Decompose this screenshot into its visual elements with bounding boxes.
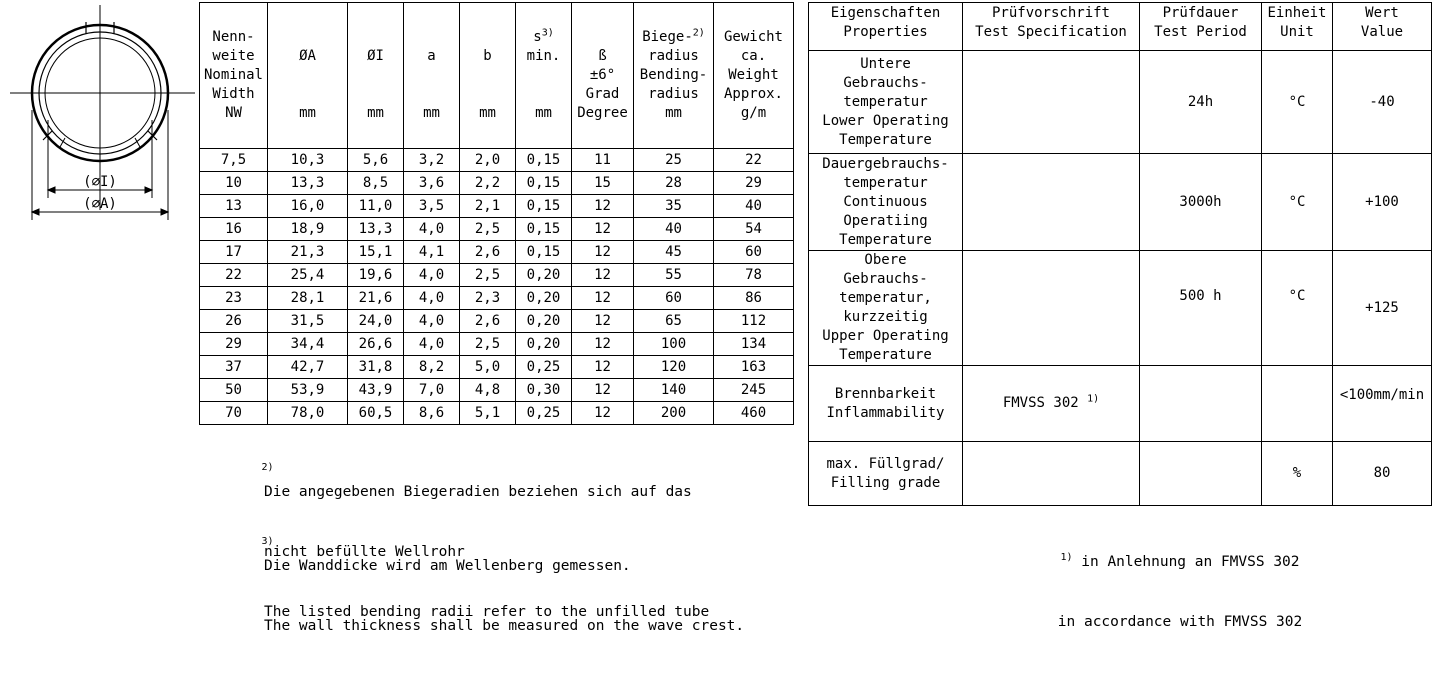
header-line: mm bbox=[367, 105, 384, 121]
table-cell: 28,1 bbox=[268, 287, 348, 310]
property-cell bbox=[809, 51, 963, 154]
header-line: Einheit bbox=[1267, 5, 1327, 21]
table-cell: 8,5 bbox=[348, 172, 404, 195]
header-line: Gewicht bbox=[723, 29, 783, 45]
table-cell: 21,3 bbox=[268, 241, 348, 264]
table-cell: 24,0 bbox=[348, 310, 404, 333]
table-cell: 163 bbox=[714, 356, 794, 379]
unit-cell: °C bbox=[1262, 154, 1333, 251]
table-row bbox=[200, 310, 794, 333]
table-cell: 200 bbox=[634, 402, 714, 425]
table-row bbox=[809, 51, 1432, 154]
unit-cell: °C bbox=[1262, 251, 1333, 366]
table-cell: 53,9 bbox=[268, 379, 348, 402]
period-cell bbox=[1140, 366, 1262, 442]
footnote-fmvss bbox=[1040, 512, 1320, 652]
footnote-ref: 2) bbox=[692, 27, 705, 39]
table-cell: 4,8 bbox=[460, 379, 516, 402]
value-cell: +100 bbox=[1333, 154, 1432, 251]
header-line bbox=[460, 28, 515, 47]
properties-column-header bbox=[963, 3, 1140, 51]
header-line: ß bbox=[598, 48, 607, 64]
table-cell: 10 bbox=[200, 172, 268, 195]
header-line bbox=[348, 66, 403, 85]
property-line: Temperature bbox=[839, 131, 932, 148]
table-cell: 42,7 bbox=[268, 356, 348, 379]
table-cell: 12 bbox=[572, 402, 634, 425]
footnote-line: Die Wanddicke wird am Wellenberg gemessen. bbox=[264, 558, 631, 574]
header-line bbox=[572, 28, 633, 47]
header-line bbox=[268, 85, 347, 104]
value-cell: 80 bbox=[1333, 442, 1432, 506]
table-cell: 16,0 bbox=[268, 195, 348, 218]
header-line: mm bbox=[299, 105, 316, 121]
table-cell: 12 bbox=[572, 356, 634, 379]
table-row bbox=[200, 241, 794, 264]
table-cell: 140 bbox=[634, 379, 714, 402]
footnote-line: nicht befüllte Wellrohr bbox=[264, 544, 465, 560]
table-cell: 25,4 bbox=[268, 264, 348, 287]
table-cell: 12 bbox=[572, 379, 634, 402]
dimensions-column-header bbox=[634, 3, 714, 149]
header-line: Properties bbox=[843, 24, 928, 40]
header-line bbox=[348, 85, 403, 104]
spec-cell bbox=[963, 51, 1140, 154]
table-cell: 11,0 bbox=[348, 195, 404, 218]
header-line: s bbox=[533, 29, 542, 45]
table-cell: 12 bbox=[572, 264, 634, 287]
table-cell: 0,20 bbox=[516, 310, 572, 333]
header-line: ±6° bbox=[589, 67, 616, 83]
header-line bbox=[348, 28, 403, 47]
table-row bbox=[200, 356, 794, 379]
property-line: Temperature bbox=[839, 231, 932, 248]
footnote-line: in accordance with FMVSS 302 bbox=[1057, 614, 1303, 630]
table-cell: 0,20 bbox=[516, 287, 572, 310]
table-cell: 4,0 bbox=[404, 310, 460, 333]
footnote-line: in Anlehnung an FMVSS 302 bbox=[1081, 554, 1300, 570]
unit-cell: % bbox=[1262, 442, 1333, 506]
dimensions-column-header bbox=[516, 3, 572, 149]
header-line bbox=[516, 66, 571, 85]
table-cell: 0,15 bbox=[516, 195, 572, 218]
dimensions-column-header bbox=[572, 3, 634, 149]
value-cell: +125 bbox=[1333, 251, 1432, 366]
label-inner-diameter: (∅I) bbox=[83, 174, 117, 190]
table-cell: 60 bbox=[714, 241, 794, 264]
header-line bbox=[268, 28, 347, 47]
table-cell: 12 bbox=[572, 287, 634, 310]
dimensions-column-header bbox=[348, 3, 404, 149]
header-line: mm bbox=[423, 105, 440, 121]
header-line: ØA bbox=[299, 48, 316, 64]
table-cell: 8,2 bbox=[404, 356, 460, 379]
table-cell: 10,3 bbox=[268, 149, 348, 172]
label-outer-diameter: (∅A) bbox=[83, 196, 117, 212]
header-line: ØI bbox=[367, 48, 384, 64]
table-cell: 60 bbox=[634, 287, 714, 310]
unit-cell bbox=[1262, 366, 1333, 442]
period-cell: 24h bbox=[1140, 51, 1262, 154]
header-line: Approx. bbox=[723, 86, 783, 102]
table-cell: 12 bbox=[572, 241, 634, 264]
table-cell: 13,3 bbox=[268, 172, 348, 195]
property-line: Filling grade bbox=[830, 474, 941, 491]
table-cell: 2,6 bbox=[460, 310, 516, 333]
table-cell: 0,25 bbox=[516, 402, 572, 425]
table-cell: 2,0 bbox=[460, 149, 516, 172]
header-line bbox=[404, 28, 459, 47]
table-row bbox=[200, 172, 794, 195]
table-cell: 40 bbox=[714, 195, 794, 218]
table-cell: 29 bbox=[200, 333, 268, 356]
table-cell: 245 bbox=[714, 379, 794, 402]
header-line: Degree bbox=[577, 105, 628, 121]
header-line: Biege- bbox=[642, 29, 693, 45]
table-cell: 13 bbox=[200, 195, 268, 218]
property-cell bbox=[809, 442, 963, 506]
table-cell: 112 bbox=[714, 310, 794, 333]
table-cell: 134 bbox=[714, 333, 794, 356]
property-cell bbox=[809, 251, 963, 366]
properties-column-header bbox=[809, 3, 963, 51]
header-line: Test Period bbox=[1154, 24, 1247, 40]
table-cell: 5,0 bbox=[460, 356, 516, 379]
table-cell: 0,15 bbox=[516, 149, 572, 172]
footnote-line: The listed bending radii refer to the unfilled tube bbox=[264, 604, 710, 620]
dimensions-table bbox=[199, 2, 794, 425]
properties-table bbox=[808, 2, 1432, 506]
header-line: Weight bbox=[728, 67, 779, 83]
table-row bbox=[809, 442, 1432, 506]
dimensions-column-header bbox=[268, 3, 348, 149]
property-cell bbox=[809, 366, 963, 442]
period-cell: 500 h bbox=[1140, 251, 1262, 366]
table-cell: 12 bbox=[572, 333, 634, 356]
property-line: Gebrauchs- bbox=[843, 74, 928, 91]
table-cell: 2,3 bbox=[460, 287, 516, 310]
spec-cell bbox=[963, 154, 1140, 251]
header-line: mm bbox=[535, 105, 552, 121]
table-cell: 16 bbox=[200, 218, 268, 241]
property-line: Continuous bbox=[843, 193, 928, 210]
header-line bbox=[404, 66, 459, 85]
header-line: min. bbox=[526, 48, 561, 64]
period-cell bbox=[1140, 442, 1262, 506]
properties-column-header bbox=[1333, 3, 1432, 51]
table-cell: 3,6 bbox=[404, 172, 460, 195]
table-cell: 0,25 bbox=[516, 356, 572, 379]
table-cell: 31,5 bbox=[268, 310, 348, 333]
dimensions-column-header bbox=[200, 3, 268, 149]
table-cell: 70 bbox=[200, 402, 268, 425]
header-line: Unit bbox=[1280, 24, 1314, 40]
table-cell: 50 bbox=[200, 379, 268, 402]
table-cell: 55 bbox=[634, 264, 714, 287]
table-cell: 0,20 bbox=[516, 333, 572, 356]
table-cell: 43,9 bbox=[348, 379, 404, 402]
table-row bbox=[200, 195, 794, 218]
table-cell: 78 bbox=[714, 264, 794, 287]
header-line bbox=[404, 85, 459, 104]
footnote-mark: 2) bbox=[261, 462, 274, 474]
table-cell: 86 bbox=[714, 287, 794, 310]
table-cell: 3,5 bbox=[404, 195, 460, 218]
header-line: NW bbox=[225, 105, 242, 121]
table-cell: 37 bbox=[200, 356, 268, 379]
table-cell: 7,5 bbox=[200, 149, 268, 172]
table-cell: 4,0 bbox=[404, 264, 460, 287]
dimensions-column-header bbox=[404, 3, 460, 149]
header-line: g/m bbox=[740, 105, 767, 121]
header-line: Width bbox=[212, 86, 255, 102]
spec-text: FMVSS 302 bbox=[1002, 395, 1079, 411]
header-line: radius bbox=[648, 48, 699, 64]
table-cell: 2,5 bbox=[460, 333, 516, 356]
table-cell: 8,6 bbox=[404, 402, 460, 425]
property-line: Upper Operating bbox=[822, 328, 949, 344]
property-line: temperatur, bbox=[839, 290, 932, 306]
table-row bbox=[200, 218, 794, 241]
table-cell: 65 bbox=[634, 310, 714, 333]
table-cell: 26 bbox=[200, 310, 268, 333]
table-cell: 13,3 bbox=[348, 218, 404, 241]
header-line: mm bbox=[479, 105, 496, 121]
footnote-mark: 3) bbox=[261, 536, 274, 548]
table-cell: 12 bbox=[572, 218, 634, 241]
table-cell: 12 bbox=[572, 195, 634, 218]
table-cell: 4,1 bbox=[404, 241, 460, 264]
table-row bbox=[200, 333, 794, 356]
property-line: Inflammability bbox=[826, 404, 945, 421]
table-row bbox=[809, 366, 1432, 442]
property-line: Untere bbox=[860, 55, 911, 72]
table-cell: 4,0 bbox=[404, 333, 460, 356]
table-cell: 460 bbox=[714, 402, 794, 425]
table-cell: 19,6 bbox=[348, 264, 404, 287]
table-cell: 29 bbox=[714, 172, 794, 195]
table-cell: 4,0 bbox=[404, 287, 460, 310]
table-cell: 5,6 bbox=[348, 149, 404, 172]
table-cell: 2,6 bbox=[460, 241, 516, 264]
table-row bbox=[200, 264, 794, 287]
properties-column-header bbox=[1262, 3, 1333, 51]
table-cell: 18,9 bbox=[268, 218, 348, 241]
table-row bbox=[809, 251, 1432, 366]
table-cell: 78,0 bbox=[268, 402, 348, 425]
header-line: ca. bbox=[740, 48, 767, 64]
unit-cell: °C bbox=[1262, 51, 1333, 154]
tube-cross-section-drawing bbox=[0, 0, 200, 225]
property-line: max. Füllgrad/ bbox=[826, 455, 945, 472]
table-cell: 4,0 bbox=[404, 218, 460, 241]
property-line: Operatiing bbox=[843, 212, 928, 229]
table-cell: 60,5 bbox=[348, 402, 404, 425]
property-line: Dauergebrauchs- bbox=[822, 155, 949, 172]
table-row bbox=[809, 154, 1432, 251]
header-line-wrap bbox=[516, 28, 571, 47]
table-cell: 100 bbox=[634, 333, 714, 356]
table-cell: 40 bbox=[634, 218, 714, 241]
property-line: Lower Operating bbox=[822, 112, 949, 129]
dimensions-header-row bbox=[200, 3, 794, 149]
properties-column-header bbox=[1140, 3, 1262, 51]
footnote-mark: 1) bbox=[1060, 552, 1073, 564]
table-cell: 7,0 bbox=[404, 379, 460, 402]
value-cell: <100mm/min bbox=[1333, 366, 1432, 442]
property-line: Temperature bbox=[839, 347, 932, 363]
header-line-wrap bbox=[634, 28, 713, 47]
table-cell: 26,6 bbox=[348, 333, 404, 356]
table-cell: 5,1 bbox=[460, 402, 516, 425]
table-cell: 21,6 bbox=[348, 287, 404, 310]
dimensions-column-header bbox=[460, 3, 516, 149]
property-line: temperatur bbox=[843, 93, 928, 110]
header-line: Test Specification bbox=[975, 24, 1127, 40]
table-cell: 22 bbox=[714, 149, 794, 172]
table-cell: 35 bbox=[634, 195, 714, 218]
table-row bbox=[200, 149, 794, 172]
table-cell: 2,5 bbox=[460, 264, 516, 287]
header-line bbox=[268, 66, 347, 85]
period-cell: 3000h bbox=[1140, 154, 1262, 251]
table-row bbox=[200, 402, 794, 425]
table-cell: 2,2 bbox=[460, 172, 516, 195]
header-line: Prüfdauer bbox=[1162, 5, 1239, 21]
header-line bbox=[460, 66, 515, 85]
table-cell: 12 bbox=[572, 310, 634, 333]
spec-cell bbox=[963, 366, 1140, 442]
header-line: Nominal bbox=[203, 67, 263, 83]
table-cell: 0,20 bbox=[516, 264, 572, 287]
property-line: Gebrauchs- bbox=[843, 271, 928, 287]
table-row bbox=[200, 287, 794, 310]
table-cell: 17 bbox=[200, 241, 268, 264]
table-cell: 34,4 bbox=[268, 333, 348, 356]
header-line: Nenn- bbox=[212, 29, 255, 45]
table-cell: 11 bbox=[572, 149, 634, 172]
footnote-line: Die angegebenen Biegeradien beziehen sich auf das bbox=[264, 484, 692, 500]
table-cell: 0,15 bbox=[516, 241, 572, 264]
header-line: radius bbox=[648, 86, 699, 102]
header-line: a bbox=[427, 48, 436, 64]
table-row bbox=[200, 379, 794, 402]
table-cell: 0,15 bbox=[516, 172, 572, 195]
property-line: kurzzeitig bbox=[843, 309, 928, 325]
property-line: temperatur bbox=[843, 174, 928, 191]
table-cell: 120 bbox=[634, 356, 714, 379]
table-cell: 2,5 bbox=[460, 218, 516, 241]
properties-header-row bbox=[809, 3, 1432, 51]
table-cell: 0,30 bbox=[516, 379, 572, 402]
table-cell: 31,8 bbox=[348, 356, 404, 379]
header-line bbox=[460, 85, 515, 104]
header-line: Wert bbox=[1365, 5, 1399, 21]
property-line: Obere bbox=[864, 252, 907, 268]
spec-cell bbox=[963, 442, 1140, 506]
property-cell bbox=[809, 154, 963, 251]
header-line: mm bbox=[665, 105, 682, 121]
table-cell: 3,2 bbox=[404, 149, 460, 172]
header-line: b bbox=[483, 48, 492, 64]
table-cell: 45 bbox=[634, 241, 714, 264]
property-line: Brennbarkeit bbox=[834, 385, 937, 402]
dimensions-column-header bbox=[714, 3, 794, 149]
table-cell: 23 bbox=[200, 287, 268, 310]
table-cell: 2,1 bbox=[460, 195, 516, 218]
footnote-ref: 1) bbox=[1087, 393, 1100, 405]
table-cell: 54 bbox=[714, 218, 794, 241]
footnote-line: The wall thickness shall be measured on the wave crest. bbox=[264, 618, 745, 634]
spec-cell bbox=[963, 251, 1140, 366]
header-line bbox=[516, 85, 571, 104]
table-cell: 22 bbox=[200, 264, 268, 287]
header-line: Grad bbox=[585, 86, 620, 102]
footnote-ref: 3) bbox=[541, 27, 554, 39]
header-line: Bending- bbox=[639, 67, 708, 83]
header-line: Value bbox=[1360, 24, 1404, 40]
table-cell: 0,15 bbox=[516, 218, 572, 241]
table-cell: 28 bbox=[634, 172, 714, 195]
header-line: Eigenschaften bbox=[830, 5, 941, 21]
header-line: Prüfvorschrift bbox=[991, 5, 1110, 21]
table-cell: 25 bbox=[634, 149, 714, 172]
table-cell: 15 bbox=[572, 172, 634, 195]
table-cell: 15,1 bbox=[348, 241, 404, 264]
value-cell: -40 bbox=[1333, 51, 1432, 154]
header-line: weite bbox=[212, 48, 255, 64]
